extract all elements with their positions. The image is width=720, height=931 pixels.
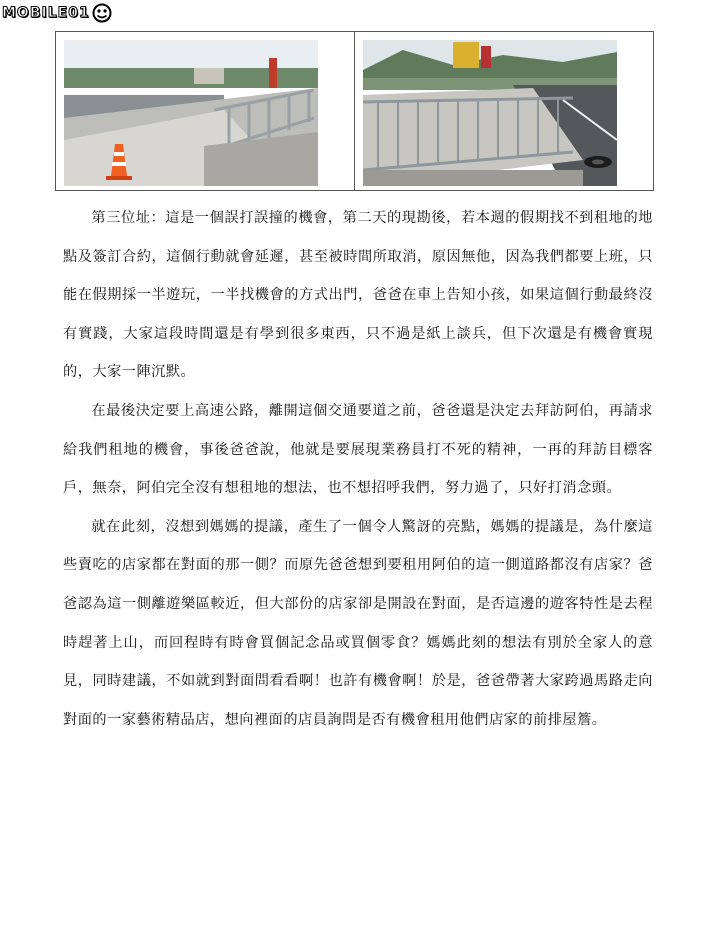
tire-icon xyxy=(584,156,612,168)
logo-text: MOBILE01 xyxy=(2,5,90,21)
paragraph-2: 在最後決定要上高速公路，離開這個交通要道之前，爸爸還是決定去拜訪阿伯，再請求給我們租地的機會，事後爸爸說，他就是要展現業務員打不死的精神，一再的拜訪目標客戶，無奈，阿伯完全沒有想租地的想法，也不想招呼我們，努力過了，只好打消念頭。 xyxy=(63,402,653,497)
site-logo[interactable] xyxy=(2,2,112,24)
paragraph-1: 第三位址：這是一個誤打誤撞的機會，第二天的現勘後，若本週的假期找不到租地的地點及簽訂合約，這個行動就會延遲，甚至被時間所取消，原因無他，因為我們都要上班，只能在假期採一半遊玩，一半找機會的方式出門，爸爸在車上告知小孩，如果這個行動最終沒有實踐，大家這段時間還是有學到很多東西，只不過是紙上談兵，但下次還是有機會實現的，大家一陣沉默。 xyxy=(63,210,653,381)
photo-table xyxy=(55,31,654,191)
roadside-railing-photo xyxy=(363,40,617,186)
photo-cell-left xyxy=(56,32,355,190)
photo-cell-right xyxy=(355,32,653,190)
paragraph-3: 就在此刻，沒想到媽媽的提議，產生了一個令人驚訝的亮點，媽媽的提議是，為什麼這些賣吃的店家都在對面的那一側？而原先爸爸想到要租用阿伯的這一側道路都沒有店家？爸爸認為這一側離遊樂區較近，但大部份的店家卻是開設在對面，是否這邊的遊客特性是去程時趕著上山，而回程時有時會買個記念品或買個零食？媽媽此刻的想法有別於全家人的意見，同時建議，不如就到對面問看看啊！也許有機會啊！於是，爸爸帶著大家跨過馬路走向對面的一家藝術精品店，想向裡面的店員詢問是否有機會租用他們店家的前排屋簷。 xyxy=(63,518,653,728)
logo-face-icon xyxy=(92,3,112,23)
article-body xyxy=(63,199,653,739)
bridge-sidewalk-photo xyxy=(64,40,318,186)
